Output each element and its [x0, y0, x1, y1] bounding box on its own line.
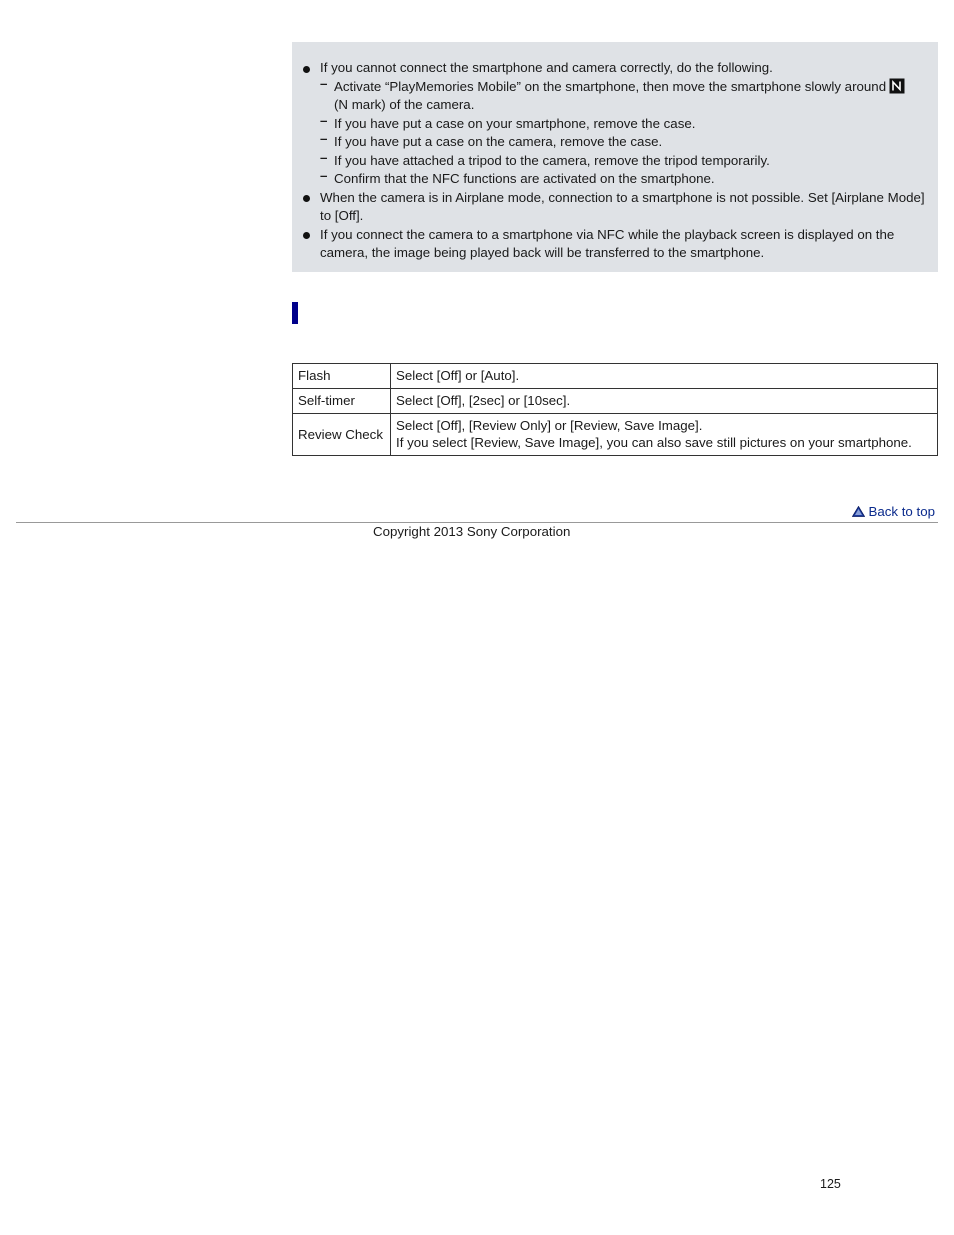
- settings-table: [292, 363, 938, 456]
- back-to-top-link[interactable]: [852, 504, 935, 519]
- page-number: 125: [820, 1177, 841, 1191]
- dash-icon: –: [320, 149, 328, 165]
- bullet-icon: [303, 232, 310, 239]
- note-text: When the camera is in Airplane mode, connection to a smartphone is not possible. Set [Airplane Mode] to [Off].: [320, 189, 925, 223]
- table-value-text: Select [Off] or [Auto].: [396, 368, 520, 383]
- sub-item-text: If you have put a case on the camera, remove the case.: [334, 134, 663, 149]
- bullet-icon: [303, 66, 310, 73]
- n-mark-icon: [889, 78, 905, 94]
- dash-icon: –: [320, 168, 328, 183]
- sub-item-text: Activate “PlayMemories Mobile” on the smartphone, then move the smartphone slowly around: [334, 78, 887, 94]
- sub-item: [320, 133, 926, 152]
- sub-item-text: If you have put a case on your smartphone, remove the case.: [334, 115, 696, 131]
- sub-item-text: Confirm that the NFC functions are activated on the smartphone.: [334, 171, 715, 186]
- note-text: If you cannot connect the smartphone and camera correctly, do the following.: [320, 60, 773, 75]
- table-value-cell: [391, 389, 938, 414]
- sub-item: [320, 149, 926, 171]
- triangle-up-icon: [852, 506, 865, 517]
- note-item: [302, 189, 926, 226]
- dash-icon: –: [320, 112, 328, 128]
- bullet-icon: [303, 195, 310, 202]
- table-row: [293, 364, 938, 389]
- section-heading-marker: [292, 302, 298, 324]
- sub-item-text: (N mark) of the camera.: [334, 97, 475, 112]
- table-value-cell: [391, 364, 938, 389]
- table-value-text: Select [Off], [2sec] or [10sec].: [396, 393, 571, 408]
- sub-item: [320, 170, 926, 189]
- note-text: If you connect the camera to a smartphone via NFC while the playback screen is displayed on the camera, the image being played back will be transferred to the smartphone.: [320, 226, 895, 260]
- table-row: [293, 414, 938, 456]
- back-to-top-label[interactable]: Back to top: [868, 504, 935, 519]
- copyright-text: Copyright 2013 Sony Corporation: [373, 524, 571, 539]
- note-list: [302, 59, 926, 263]
- note-box: [292, 42, 938, 272]
- dash-icon: –: [320, 131, 328, 146]
- footer-divider: [16, 522, 938, 523]
- table-key-cell: Self-timer: [293, 389, 391, 414]
- table-row: [293, 389, 938, 414]
- sub-item: [320, 75, 926, 115]
- table-value-cell: [391, 414, 938, 456]
- note-item: [302, 59, 926, 189]
- sub-list: [320, 75, 926, 189]
- note-item: [302, 226, 926, 263]
- table-value-text: If you select [Review, Save Image], you can also save still pictures on your smartphone.: [396, 435, 912, 450]
- table-value-text: Select [Off], [Review Only] or [Review, Save Image].: [396, 418, 703, 433]
- table-key-cell: Flash: [293, 364, 391, 389]
- sub-item-text: If you have attached a tripod to the camera, remove the tripod temporarily.: [334, 152, 770, 168]
- dash-icon: –: [320, 75, 328, 91]
- sub-item: [320, 112, 926, 134]
- table-key-cell: Review Check: [293, 414, 391, 456]
